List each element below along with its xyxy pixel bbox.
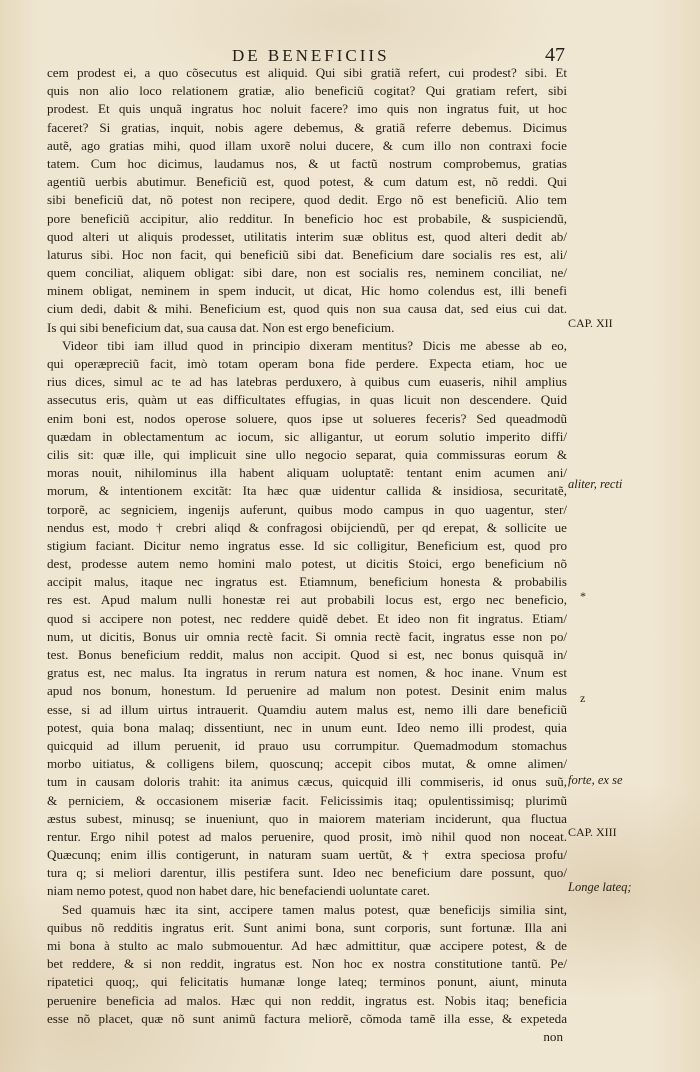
text-line: gratus est, nec malus. Ita ingratus in rerum natura est nomen, & hoc inane. Vnum est — [47, 665, 567, 681]
text-line: quem conciliat, aliquem obligat: sibi dare, non est socialis res, neminem conciliat, ne/ — [47, 265, 567, 281]
text-line: æstus subest, minusq; se inueniunt, quo in maiorem materiam inciderunt, qua fluctua — [47, 810, 567, 826]
text-line: pore beneficiũ accipitur, alio redditur. In beneficio hoc est probabile, & suspiciendũ, — [47, 210, 567, 226]
text-line: & perniciem, & occasionem miseriæ facit. Felicissimis itaq; opulentissimisq; plurimũ — [47, 792, 567, 808]
text-line: peruenire beneficia ad malos. Hæc qui non reddit, ingratus est. Nobis itaq; beneficia — [47, 992, 567, 1008]
text-line: mi bona à stulto ac malo submouentur. Ad hæc admittitur, quæ accipere potest, & de — [47, 938, 567, 953]
text-line: num, ut dicitis, Bonus uir omnia rectè facit. Si omnia rectè facit, ingratus esse non po/ — [47, 628, 567, 644]
text-line: tum in causam doloris trahit: ita animus cæcus, quicquid illi commiseris, id onus suũ, — [47, 774, 567, 790]
text-line: stigium faciant. Dicitur nemo ingratus esse. Id sic colligitur, Beneficium est, quod pro — [47, 537, 567, 553]
text-line: agentiũ uerbis abutimur. Beneficiũ est, quod potest, & cum datum est, nõ reddi. Qui — [47, 174, 567, 190]
text-line: Is qui sibi beneficium dat, sua causa dat. Non est ergo beneficium. — [47, 319, 395, 335]
text-line: morbo uitiatus, & colligens bilem, quoscunq; accepit cibos mutat, & omne alimen/ — [47, 756, 567, 772]
text-line: quibus nõ redditis ingratus erit. Sunt animi bona, sunt corporis, sunt fortunæ. Illa ani — [47, 919, 567, 935]
text-line: assecutus eris, quàm ut eas difficultates effugias, in quas licuit non descendere. Quid — [47, 392, 567, 408]
text-line: esse nõ placet, quæ nõ sunt animũ factura meliorẽ, cõmoda tamẽ illa esse, & expeteda — [47, 1010, 567, 1026]
text-line: morum, & intentionem excitãt: Ita hæc quæ uidentur callida & insidiosa, securitatẽ, — [47, 483, 567, 499]
text-line: qui operæpreciũ facit, imò totam operam bona fide perdere. Expecta etiam, hoc ue — [47, 356, 567, 371]
margin-mark: z — [580, 691, 586, 705]
text-line: bet reddere, & si non reddit, ingratus est. Non hoc ex nostra constitutione tantũ. Pe/ — [47, 956, 567, 972]
text-line: cem prodest ei, a quo cõsecutus est aliquid. Qui sibi gratiã refert, cui prodest? sibi. Et — [47, 65, 567, 80]
margin-gloss: Longe lateq; — [568, 880, 632, 894]
text-line: rius dices, simul ac te ad has latebras perduxero, à quibus cum euaseris, nihil amplius — [47, 374, 567, 390]
margin-chapter-label: CAP. XIII — [568, 825, 617, 839]
page-number: 47 — [545, 44, 565, 66]
text-line: quod alteri ut aliquis prodesset, utilitatis interim suæ oblitus est, quod alteri dedit ab/ — [47, 228, 567, 244]
body-text — [47, 64, 567, 1046]
text-line: esse, si ad illum uirtus intrauerit. Quamdiu autem malus est, nemo illi dare beneficiũ — [47, 701, 567, 717]
text-line: dest, prodesse autem nemo homini malo potest, ut dicitis Stoici, ergo beneficium nõ — [47, 556, 567, 572]
text-line: laturus sibi. Hoc non facit, qui beneficiũ sibi dat. Beneficium dare socialis res est, ali/ — [47, 246, 567, 262]
text-line: ripatetici quoq;, qui felicitatis humanæ longe lateq; terminos ponunt, aiunt, minuta — [47, 974, 567, 990]
margin-chapter-label: CAP. XII — [568, 316, 613, 330]
margin-mark: * — [580, 589, 586, 603]
text-line: tura q; si meliori darentur, illis pestifera sunt. Ideo nec beneficium dare possunt, quo/ — [47, 865, 567, 881]
text-line: res est. Apud malum nulli honestæ rei aut probabili locus est, ergo nec beneficio, — [47, 592, 567, 608]
text-line: prodest. Et quis unquã ingratus hoc noluit facere? imo quis non ingratus fuit, ut hoc — [47, 101, 567, 117]
text-line: accipit malus, itaque nec ingratus est. Etiamnum, beneficium honesta & probabilis — [47, 574, 567, 590]
text-line: sibi beneficiũ dat, nõ potest non recipere, quod dedit. Ergo nõ est beneficiũ. Alio tem — [47, 192, 567, 208]
margin-variant-note: forte, ex se — [568, 773, 623, 787]
text-line: Quæcunq; enim illis contigerunt, in naturam suam uertũt, & † extra speciosa profu/ — [47, 847, 567, 863]
text-line: tatem. Cum hoc dicimus, laudamus nos, & ut factũ nostrum comprobemus, gratias — [47, 155, 567, 171]
text-line: quicquid ad illum peruenit, id prauo usu corrumpitur. Quemadmodum stomachus — [47, 737, 567, 753]
text-line: Sed quamuis hæc ita sint, accipere tamen malus potest, quæ beneficijs similia sint, — [62, 901, 567, 917]
text-line: quædam in oblectamentum ac iocum, sic alligantur, ut eorum solutio imperito diffi/ — [47, 428, 567, 444]
text-line: torporẽ, ac segniciem, ingenijs auferunt, quibus modo campus in quo uagentur, ster/ — [47, 501, 567, 517]
text-line: autẽ, ago gratias mihi, quod illam uxorẽ nolui ducere, & cum illo non contraxi focie — [47, 137, 567, 153]
text-line: nendus est, modo † crebri aliqd & confragosi obijciendũ, per qd erepat, & sollicite ue — [47, 519, 567, 535]
text-line: potest, quia bona malaq; dissentiunt, nec in unum eunt. Ideo nemo illi prodest, quia — [47, 719, 567, 735]
text-line: quis non alio loco relationem gratiæ, alio beneficiũ cogitat? Qui gratiam refert, sibi — [47, 83, 567, 99]
text-line: Videor tibi iam illud quod in principio dixeram mentitus? Dicis me abesse ab eo, — [62, 337, 567, 353]
text-line: quod si accipere non potest, nec reddere quidẽ debet. Et ideo non fit ingratus. Etiam/ — [47, 610, 567, 626]
catchword: non — [543, 1028, 563, 1044]
text-line: apud nos bonum, honestum. Id peruenire ad malum non potest. Desinit enim malus — [47, 683, 567, 699]
text-line: moras nouit, nihilominus illa habent aliquam uoluptatẽ: tentant enim acumen ani/ — [47, 465, 567, 481]
text-line: cilis sit: quæ ille, qui implicuit sine ullo negocio separat, quia commissuras eorum & — [47, 446, 567, 462]
margin-variant-note: aliter, recti — [568, 477, 623, 491]
text-line: faceret? Si gratias, inquit, nobis agere debemus, & gratiã referre debemus. Dicimus — [47, 119, 567, 135]
text-line: rentur. Ergo nihil potest ad malos peruenire, quod prosit, imò nihil quod non noceat. — [47, 828, 567, 844]
text-line: niam nemo potest, quod non habet dare, hic benefaciendi uoluntate caret. — [47, 883, 430, 899]
text-line: enim boni est, nodos operose soluere, quos ipse ut solueres feceris? Sed queadmodũ — [47, 410, 567, 426]
text-line: minem obligat, neminem in spem inducit, ut dicat, Hic homo colendus est, illi benefi — [47, 283, 567, 299]
running-head: DE BENEFICIIS — [232, 46, 390, 65]
text-line: cium dedi, dabit & mihi. Beneficium est, quod quis non sua causa dat, sed eius cui dat. — [47, 301, 567, 317]
text-line: test. Bonus beneficium reddit, malus non accipit. Quod si est, nec bonus quisquã in/ — [47, 647, 567, 662]
